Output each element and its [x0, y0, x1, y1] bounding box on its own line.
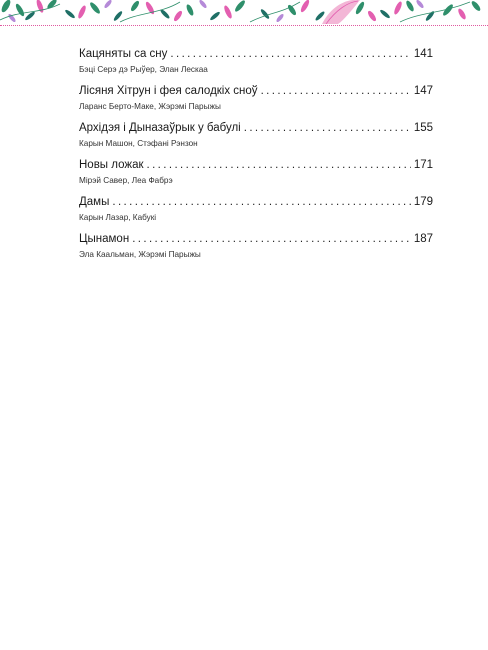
table-of-contents — [79, 46, 433, 268]
toc-entry-authors: Карын Лазар, Кабукі — [79, 213, 157, 222]
header-dotted-rule — [0, 25, 488, 26]
toc-entry-title: Архідэя і Дыназаўрык у бабулі — [79, 122, 241, 134]
dot-leader — [112, 194, 410, 210]
toc-entry-page: 171 — [413, 159, 433, 171]
toc-entry[interactable] — [79, 46, 433, 76]
toc-entry[interactable] — [79, 194, 433, 224]
dot-leader — [132, 231, 411, 247]
toc-entry[interactable] — [79, 120, 433, 150]
dot-leader — [261, 83, 411, 99]
feather-icon — [322, 0, 360, 24]
toc-entry-page: 141 — [413, 48, 433, 60]
dot-leader — [147, 157, 411, 173]
toc-entry-authors: Ларанс Берто-Маке, Жэрэмі Парыжы — [79, 102, 221, 111]
toc-entry-page: 187 — [413, 233, 433, 245]
toc-entry-title: Цынамон — [79, 233, 130, 245]
toc-entry[interactable] — [79, 83, 433, 113]
decorative-header-band — [0, 0, 488, 24]
toc-entry-title: Кацяняты са сну — [79, 48, 168, 60]
dot-leader — [244, 120, 411, 136]
toc-entry-page: 179 — [413, 196, 433, 208]
toc-entry[interactable] — [79, 157, 433, 187]
toc-entry-authors: Мірэй Савер, Леа Фабрэ — [79, 176, 173, 185]
toc-entry-page: 155 — [413, 122, 433, 134]
toc-entry-title: Новы ложак — [79, 159, 144, 171]
leaf-sprig-icon — [0, 0, 488, 24]
dot-leader — [170, 46, 410, 62]
toc-entry-authors: Карын Машон, Стэфані Рэнзон — [79, 139, 198, 148]
toc-entry-page: 147 — [413, 85, 433, 97]
toc-entry-title: Лісяня Хітрун і фея салодкіх сноў — [79, 85, 258, 97]
toc-entry-authors: Бэці Серэ дэ Рыўер, Элан Лескаа — [79, 65, 208, 74]
toc-entry-title: Дамы — [79, 196, 110, 208]
toc-entry-authors: Эла Каальман, Жэрэмі Парыжы — [79, 250, 201, 259]
toc-entry[interactable] — [79, 231, 433, 261]
